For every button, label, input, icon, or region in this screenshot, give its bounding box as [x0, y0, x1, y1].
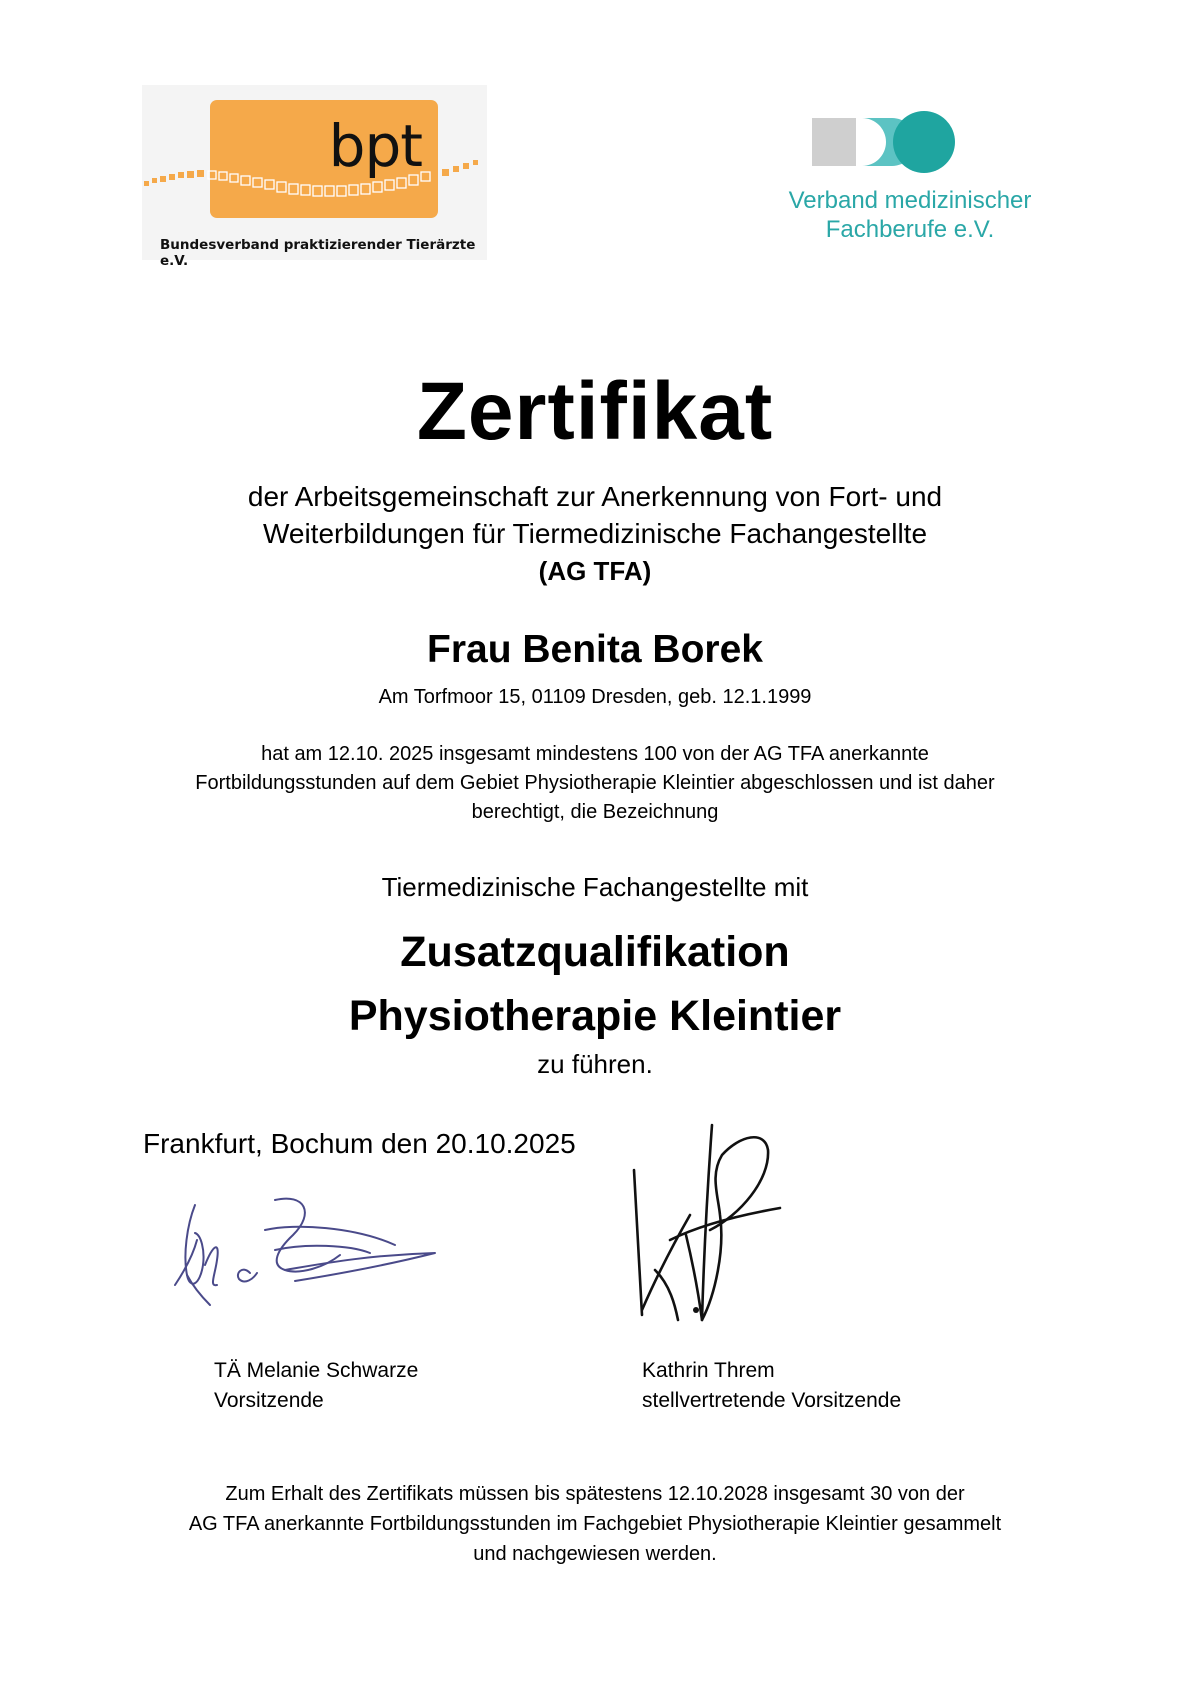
certificate-subtitle: [0, 478, 1190, 552]
organization-abbreviation: (AG TFA): [538, 556, 652, 586]
signatory-2-name: Kathrin Threm: [642, 1359, 775, 1382]
body-line-2: Fortbildungsstunden auf dem Gebiet Physiotherapie Kleintier abgeschlossen und ist daher: [195, 772, 995, 794]
signature-2-icon: [630, 1120, 790, 1330]
signatory-1-name: TÄ Melanie Schwarze: [214, 1359, 419, 1382]
qualification-lead-in: Tiermedizinische Fachangestellte mit: [381, 872, 809, 902]
footer-line-1: Zum Erhalt des Zertifikats müssen bis spätestens 12.10.2028 insgesamt 30 von der: [225, 1483, 965, 1505]
signature-1-icon: [165, 1195, 450, 1315]
certificate-footer-note: [0, 1479, 1190, 1569]
vmf-logo-line2: Fachberufe e.V.: [825, 216, 995, 243]
signatory-2-role: stellvertretende Vorsitzende: [642, 1389, 902, 1412]
place-and-date: Frankfurt, Bochum den 20.10.2025: [143, 1128, 576, 1159]
closing-text: zu führen.: [537, 1049, 653, 1079]
subtitle-line-2: Weiterbildungen für Tiermedizinische Fachangestellte: [262, 518, 928, 549]
signatory-1-role: Vorsitzende: [214, 1389, 324, 1412]
bpt-dotted-curve-icon: [142, 85, 487, 260]
recipient-name: Frau Benita Borek: [427, 628, 763, 671]
signatory-1: [214, 1356, 418, 1416]
vmf-logo-shapes-icon: [812, 110, 992, 180]
vmf-logo-text: [760, 186, 1060, 244]
bpt-logo: [142, 85, 487, 269]
bpt-logo-caption: Bundesverband praktizierender Tierärzte e.V.: [160, 237, 476, 269]
qualification-line-1: Zusatzqualifikation: [400, 928, 790, 976]
qualification-line-2: Physiotherapie Kleintier: [348, 992, 842, 1040]
vmf-logo: [760, 110, 1060, 250]
qualification-title: [0, 920, 1190, 1048]
certificate-body: [0, 740, 1190, 827]
bpt-logo-word: bpt: [328, 112, 422, 180]
vmf-logo-line1: Verband medizinischer: [788, 187, 1032, 214]
body-line-1: hat am 12.10. 2025 insgesamt mindestens 100 von der AG TFA anerkannte: [261, 743, 929, 765]
footer-line-2: AG TFA anerkannte Fortbildungsstunden im Fachgebiet Physiotherapie Kleintier gesammelt: [188, 1513, 1002, 1535]
recipient-address: Am Torfmoor 15, 01109 Dresden, geb. 12.1.1999: [378, 686, 812, 708]
body-line-3: berechtigt, die Bezeichnung: [471, 801, 719, 823]
subtitle-line-1: der Arbeitsgemeinschaft zur Anerkennung von Fort- und: [247, 481, 943, 512]
footer-line-3: und nachgewiesen werden.: [473, 1543, 717, 1565]
signatory-2: [642, 1356, 901, 1416]
certificate-title: Zertifikat: [416, 366, 774, 457]
